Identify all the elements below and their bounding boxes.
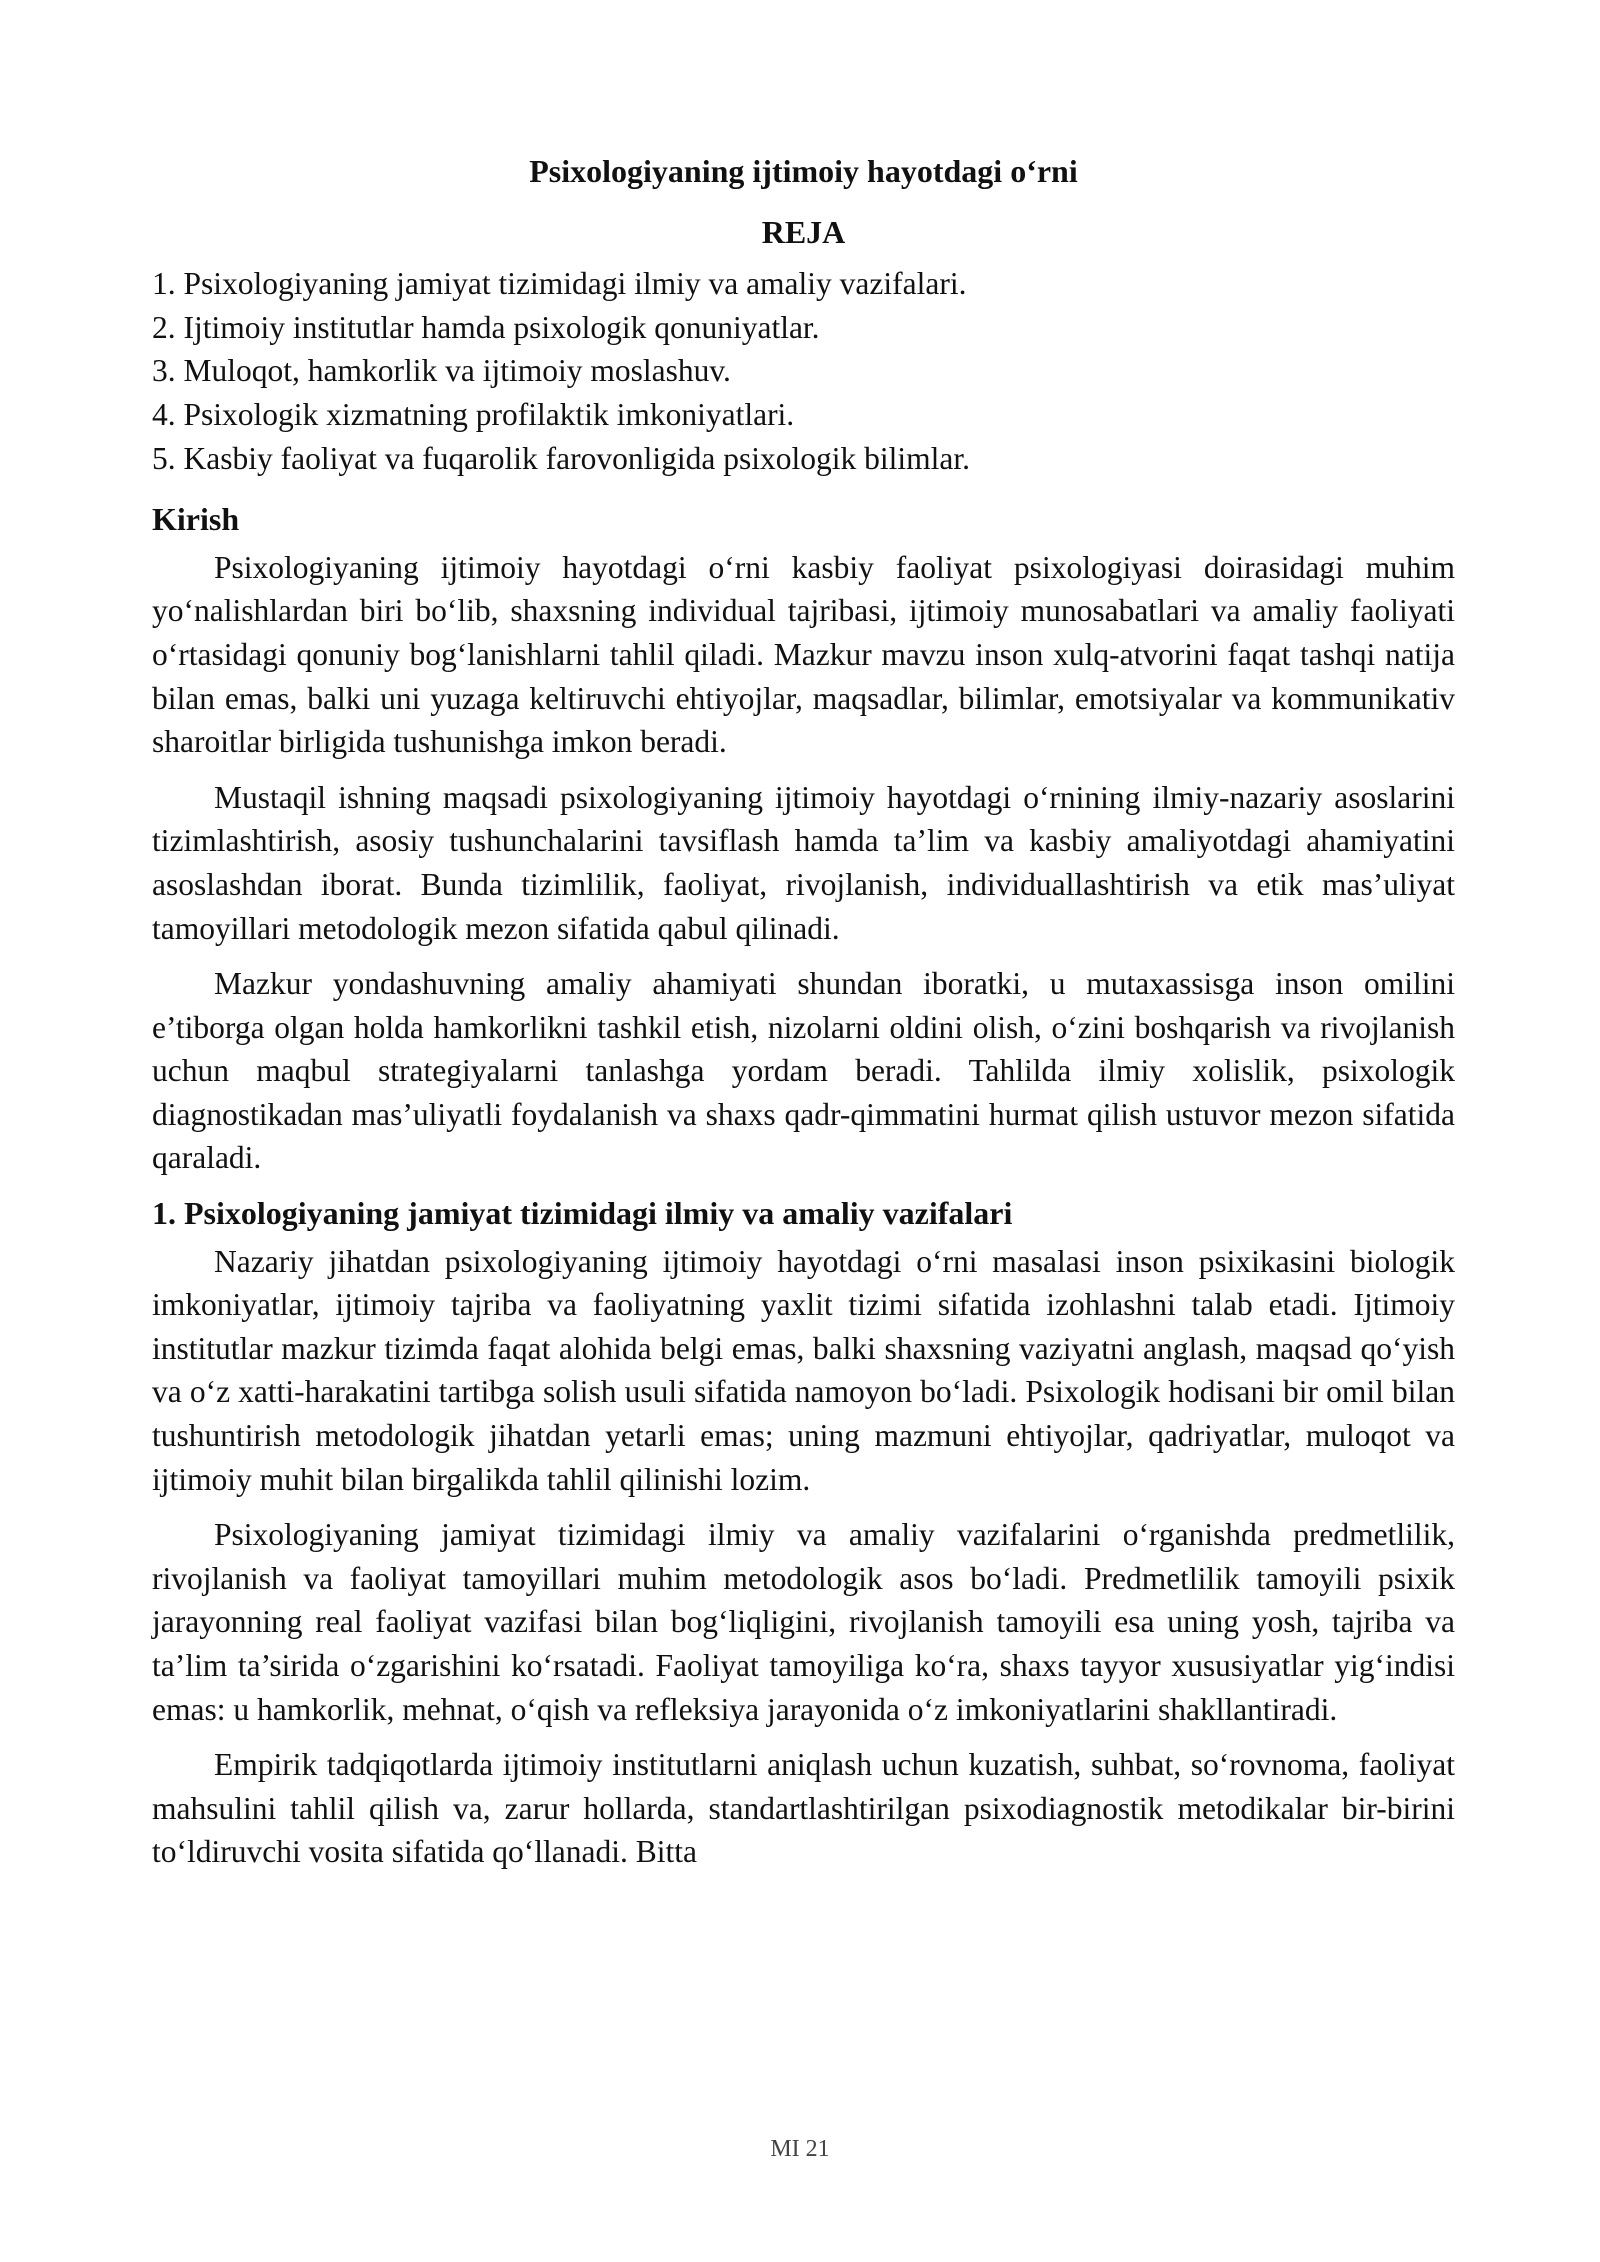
section-paragraph: Empirik tadqiqotlarda ijtimoiy institutlarni aniqlash uchun kuzatish, suhbat, so‘rovnoma, faoliyat mahsulini tahlil qilish va, zarur hollarda, standartlashtirilgan psixodiagnostik metodikalar bir-birini to‘ldiruvchi vosita sifatida qo‘llanadi. Bitta (152, 1747, 1455, 1870)
plan-item: 3. Muloqot, hamkorlik va ijtimoiy moslashuv. (152, 353, 731, 389)
intro-paragraph: Psixologiyaning ijtimoiy hayotdagi o‘rni kasbiy faoliyat psixologiyasi doirasidagi muhim yo‘nalishlardan biri bo‘lib, shaxsning individual tajribasi, ijtimoiy munosabatlari va amaliy faoliyati o‘rtasidagi qonuniy bog‘lanishlarni tahlil qiladi. Mazkur mavzu inson xulq-atvorini faqat tashqi natija bilan emas, balki uni yuzaga keltiruvchi ehtiyojlar, maqsadlar, bilimlar, emotsiyalar va kommunikativ sharoitlar birligida tushunishga imkon beradi. (152, 549, 1455, 760)
intro-paragraph: Mustaqil ishning maqsadi psixologiyaning ijtimoiy hayotdagi o‘rnining ilmiy-nazariy asoslarini tizimlashtirish, asosiy tushunchalarini tavsiflash hamda ta’lim va kasbiy amaliyotdagi ahamiyatini asoslashdan iborat. Bunda tizimlilik, faoliyat, rivojlanish, individuallashtirish va etik mas’uliyat tamoyillari metodologik mezon sifatida qabul qilinadi. (152, 779, 1455, 946)
plan-heading: REJA (761, 213, 846, 250)
plan-item: 2. Ijtimoiy institutlar hamda psixologik qonuniyatlar. (152, 309, 820, 345)
document-title: Psixologiyaning ijtimoiy hayotdagi o‘rni (529, 153, 1078, 189)
page-number: MI 21 (770, 2136, 830, 2162)
plan-item: 1. Psixologiyaning jamiyat tizimidagi ilmiy va amaliy vazifalari. (152, 266, 967, 302)
section-paragraph: Psixologiyaning jamiyat tizimidagi ilmiy va amaliy vazifalarini o‘rganishda predmetlilik, rivojlanish va faoliyat tamoyillari muhim metodologik asos bo‘ladi. Predmetlilik tamoyili psixik jarayonning real faoliyat vazifasi bilan bog‘liqligini, rivojlanish tamoyili esa uning yosh, tajriba va ta’lim ta’sirida o‘zgarishini ko‘rsatadi. Faoliyat tamoyiliga ko‘ra, shaxs tayyor xususiyatlar yig‘indisi emas: u hamkorlik, mehnat, o‘qish va refleksiya jarayonida o‘z imkoniyatlarini shakllantiradi. (152, 1517, 1455, 1727)
intro-heading: Kirish (152, 501, 240, 538)
plan-item: 4. Psixologik xizmatning profilaktik imkoniyatlari. (152, 396, 795, 432)
plan-list (152, 262, 1455, 480)
section-paragraph: Nazariy jihatdan psixologiyaning ijtimoiy hayotdagi o‘rni masalasi inson psixikasini biologik imkoniyatlar, ijtimoiy tajriba va faoliyatning yaxlit tizimi sifatida izohlashni talab etadi. Ijtimoiy institutlar mazkur tizimda faqat alohida belgi emas, balki shaxsning vaziyatni anglash, maqsad qo‘yish va o‘z xatti-harakatini tartibga solish usuli sifatida namoyon bo‘ladi. Psixologik hodisani bir omil bilan tushuntirish metodologik jihatdan yetarli emas; uning mazmuni ehtiyojlar, qadriyatlar, muloqot va ijtimoiy muhit bilan birgalikda tahlil qilinishi lozim. (152, 1243, 1455, 1497)
section-heading: 1. Psixologiyaning jamiyat tizimidagi ilmiy va amaliy vazifalari (152, 1195, 1013, 1232)
plan-item: 5. Kasbiy faoliyat va fuqarolik farovonligida psixologik bilimlar. (152, 440, 970, 476)
intro-paragraph: Mazkur yondashuvning amaliy ahamiyati shundan iboratki, u mutaxassisga inson omilini e’tiborga olgan holda hamkorlikni tashkil etish, nizolarni oldini olish, o‘zini boshqarish va rivojlanish uchun maqbul strategiyalarni tanlashga yordam beradi. Tahlilda ilmiy xolislik, psixologik diagnostikadan mas’uliyatli foydalanish va shaxs qadr-qimmatini hurmat qilish ustuvor mezon sifatida qaraladi. (152, 966, 1455, 1176)
